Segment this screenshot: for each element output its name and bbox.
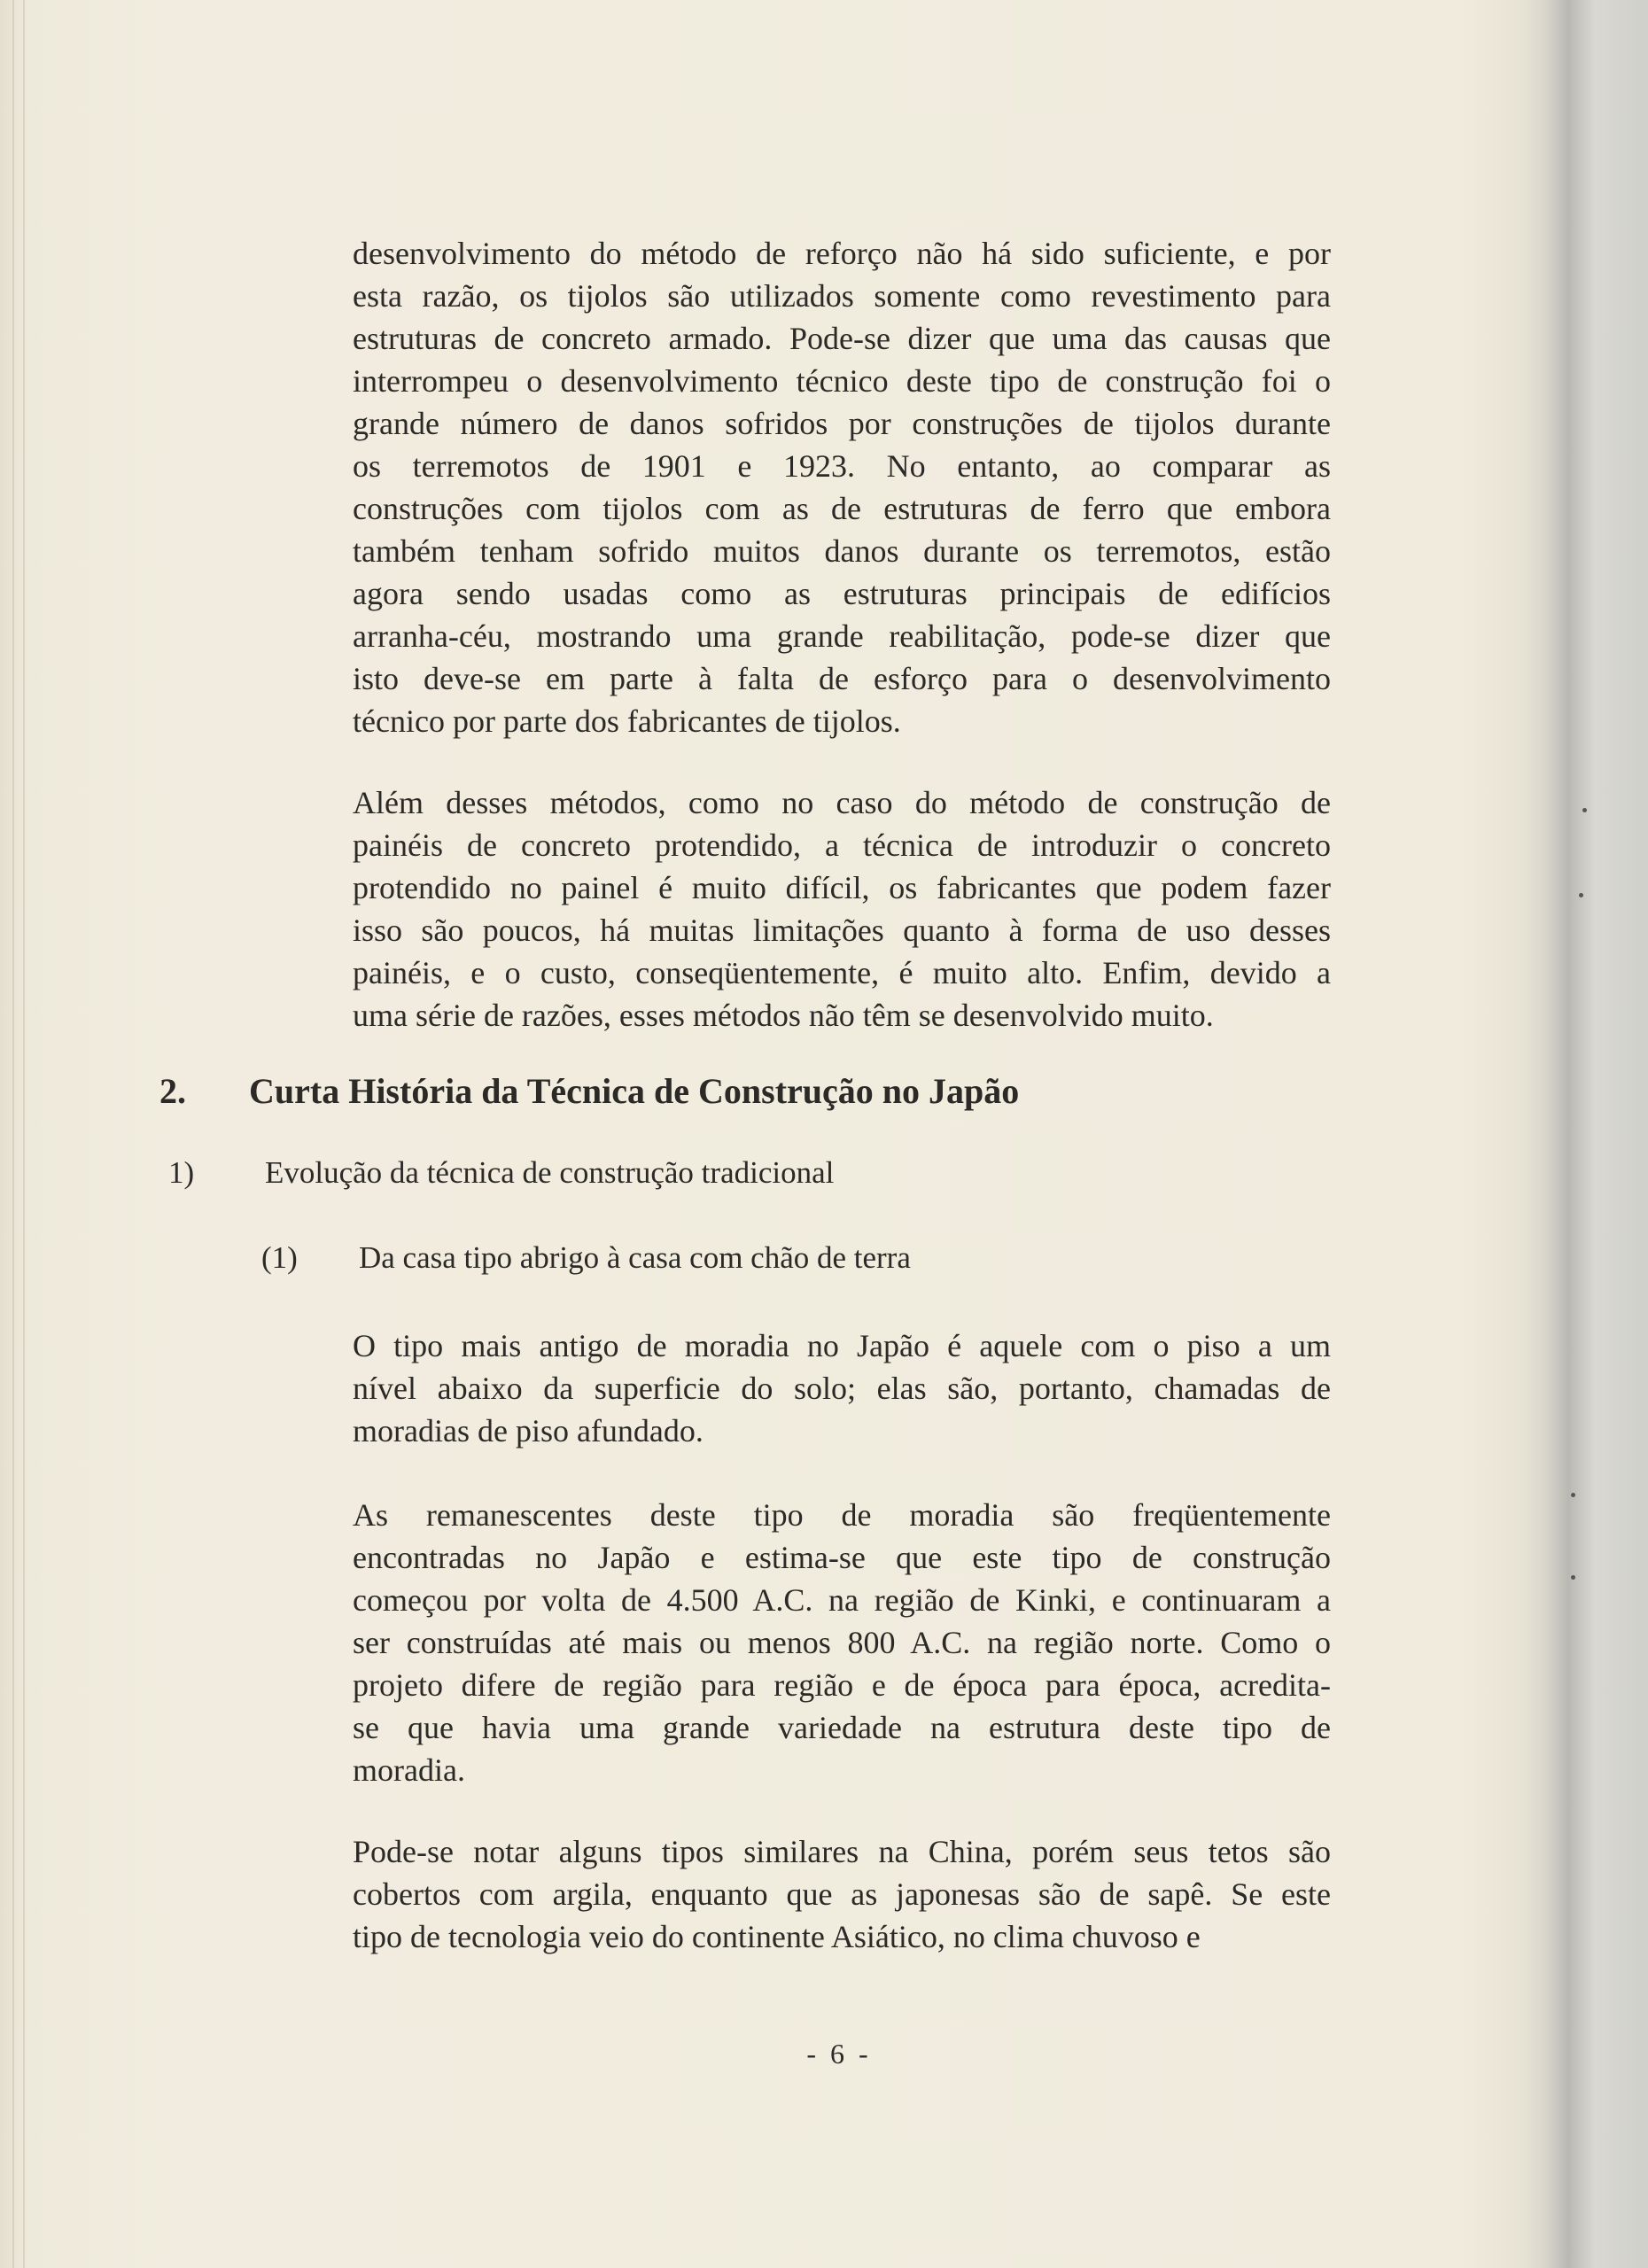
text-line: encontradas no Japão e estima-se que este tipo de construção: [353, 1540, 1331, 1575]
text-line: cobertos com argila, enquanto que as japonesas são de sapê. Se este: [353, 1876, 1331, 1912]
section-number: 2.: [159, 1071, 186, 1111]
text-line: projeto difere de região para região e de época para época, acredita-: [353, 1667, 1331, 1703]
text-line: construções com tijolos com as de estruturas de ferro que embora: [353, 491, 1331, 526]
text-line: protendido no painel é muito difícil, os fabricantes que podem fazer: [353, 870, 1331, 905]
text-line: painéis, e o custo, conseqüentemente, é muito alto. Enfim, devido a: [353, 955, 1331, 990]
text-line: também tenham sofrido muitos danos durante os terremotos, estão: [353, 533, 1331, 569]
subsection-title: Evolução da técnica de construção tradicional: [265, 1155, 835, 1190]
text-line: isso são poucos, há muitas limitações quanto à forma de uso desses: [353, 913, 1331, 948]
text-line: Pode-se notar alguns tipos similares na China, porém seus tetos são: [353, 1834, 1331, 1869]
scan-speck: [1579, 893, 1583, 897]
text-line: agora sendo usadas como as estruturas principais de edifícios: [353, 576, 1331, 611]
scan-speck: [1571, 1493, 1575, 1497]
text-line: ser construídas até mais ou menos 800 A.C. na região norte. Como o: [353, 1625, 1331, 1660]
text-line: os terremotos de 1901 e 1923. No entanto, ao comparar as: [353, 448, 1331, 484]
scan-speck: [1571, 1575, 1575, 1580]
text-line: arranha-céu, mostrando uma grande reabilitação, pode-se dizer que: [353, 618, 1331, 654]
text-line: Além desses métodos, como no caso do método de construção de: [353, 785, 1331, 820]
paragraph-prestressed-panels: [353, 781, 1331, 1037]
text-line: O tipo mais antigo de moradia no Japão é aquele com o piso a um: [353, 1328, 1331, 1363]
text-line: se que havia uma grande variedade na estrutura deste tipo de: [353, 1710, 1331, 1745]
scan-speck: [1582, 808, 1587, 812]
subsubsection-number: (1): [261, 1240, 298, 1275]
page-edge: [23, 0, 25, 2268]
text-line: painéis de concreto protendido, a técnica de introduzir o concreto: [353, 827, 1331, 863]
subsubsection-title: Da casa tipo abrigo à casa com chão de terra: [359, 1240, 911, 1275]
text-line: tipo de tecnologia veio do continente Asiático, no clima chuvoso e: [353, 1919, 1201, 1954]
page-edge: [12, 0, 14, 2268]
text-line: nível abaixo da superficie do solo; elas são, portanto, chamadas de: [353, 1371, 1331, 1406]
text-line: técnico por parte dos fabricantes de tijolos.: [353, 703, 901, 739]
text-line: desenvolvimento do método de reforço não há sido suficiente, e por: [353, 236, 1331, 271]
paragraph-remains: [353, 1494, 1331, 1791]
text-line: uma série de razões, esses métodos não têm se desenvolvido muito.: [353, 998, 1214, 1033]
subsection-number: 1): [168, 1155, 195, 1190]
text-line: esta razão, os tijolos são utilizados somente como revestimento para: [353, 278, 1331, 314]
paragraph-china-comparison: [353, 1830, 1331, 1958]
paragraph-brick-methods: [353, 232, 1331, 742]
paragraph-oldest-dwelling: [353, 1324, 1331, 1452]
text-line: moradia.: [353, 1752, 465, 1788]
section-title: Curta História da Técnica de Construção no Japão: [249, 1071, 1020, 1111]
page-number: - 6 -: [806, 2038, 872, 2070]
text-line: grande número de danos sofridos por construções de tijolos durante: [353, 406, 1331, 441]
text-line: interrompeu o desenvolvimento técnico deste tipo de construção foi o: [353, 363, 1331, 399]
text-line: isto deve-se em parte à falta de esforço para o desenvolvimento: [353, 661, 1331, 696]
text-line: começou por volta de 4.500 A.C. na região de Kinki, e continuaram a: [353, 1582, 1331, 1618]
text-line: moradias de piso afundado.: [353, 1413, 704, 1449]
text-line: As remanescentes deste tipo de moradia são freqüentemente: [353, 1497, 1331, 1533]
text-line: estruturas de concreto armado. Pode-se dizer que uma das causas que: [353, 321, 1331, 356]
